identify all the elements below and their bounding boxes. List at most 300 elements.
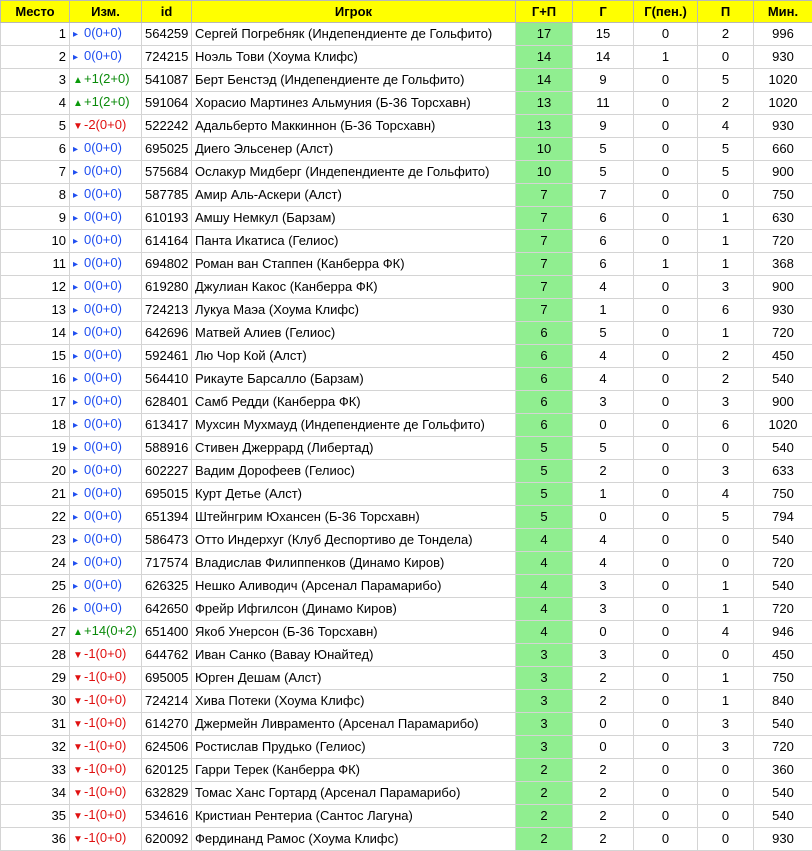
- right-arrow-icon: ▸: [73, 554, 84, 574]
- up-arrow-icon: ▲: [73, 94, 84, 114]
- id-cell: 587785: [142, 184, 192, 207]
- place-cell: 27: [1, 621, 70, 644]
- change-cell: [70, 391, 142, 414]
- goals-plus-assists-cell: 5: [516, 437, 573, 460]
- minutes-cell: 900: [754, 276, 812, 299]
- goals-plus-assists-cell: 17: [516, 23, 573, 46]
- goals-cell: 0: [573, 713, 634, 736]
- penalty-goals-cell: 0: [634, 621, 698, 644]
- change-cell: [70, 644, 142, 667]
- goals-cell: 3: [573, 598, 634, 621]
- place-cell: 32: [1, 736, 70, 759]
- down-arrow-icon: ▼: [73, 117, 84, 137]
- id-cell: 724213: [142, 299, 192, 322]
- table-row[interactable]: [1, 115, 812, 138]
- goals-cell: 14: [573, 46, 634, 69]
- header-player[interactable]: Игрок: [192, 1, 516, 23]
- table-row[interactable]: [1, 69, 812, 92]
- player-cell: Штейнгрим Юхансен (Б-36 Торсхавн): [192, 506, 516, 529]
- id-cell: 541087: [142, 69, 192, 92]
- table-row[interactable]: [1, 759, 812, 782]
- minutes-cell: 540: [754, 368, 812, 391]
- place-cell: 35: [1, 805, 70, 828]
- change-cell: [70, 782, 142, 805]
- header-goals-plus-assists[interactable]: Г+П: [516, 1, 573, 23]
- goals-plus-assists-cell: 3: [516, 667, 573, 690]
- goals-cell: 2: [573, 828, 634, 851]
- change-value: -1(0+0): [84, 715, 126, 730]
- right-arrow-icon: ▸: [73, 324, 84, 344]
- header-penalty-goals[interactable]: Г(пен.): [634, 1, 698, 23]
- penalty-goals-cell: 0: [634, 161, 698, 184]
- table-row[interactable]: [1, 299, 812, 322]
- player-cell: Лю Чор Кой (Алст): [192, 345, 516, 368]
- player-cell: Кристиан Рентериа (Сантос Лагуна): [192, 805, 516, 828]
- goals-plus-assists-cell: 2: [516, 828, 573, 851]
- penalty-goals-cell: 0: [634, 759, 698, 782]
- table-row[interactable]: [1, 23, 812, 46]
- player-cell: Юрген Дешам (Алст): [192, 667, 516, 690]
- table-row[interactable]: [1, 529, 812, 552]
- table-row[interactable]: [1, 575, 812, 598]
- change-cell: [70, 529, 142, 552]
- minutes-cell: 1020: [754, 92, 812, 115]
- table-row[interactable]: [1, 552, 812, 575]
- goals-cell: 4: [573, 552, 634, 575]
- change-value: 0(0+0): [84, 324, 122, 339]
- change-cell: [70, 713, 142, 736]
- place-cell: 23: [1, 529, 70, 552]
- id-cell: 620092: [142, 828, 192, 851]
- player-cell: Роман ван Стаппен (Канберра ФК): [192, 253, 516, 276]
- minutes-cell: 540: [754, 529, 812, 552]
- place-cell: 2: [1, 46, 70, 69]
- player-cell: Джермейн Ливраменто (Арсенал Парамарибо): [192, 713, 516, 736]
- change-cell: [70, 460, 142, 483]
- table-body: [1, 23, 812, 851]
- table-row[interactable]: [1, 161, 812, 184]
- goals-cell: 6: [573, 207, 634, 230]
- penalty-goals-cell: 0: [634, 437, 698, 460]
- change-cell: [70, 23, 142, 46]
- header-goals[interactable]: Г: [573, 1, 634, 23]
- change-cell: [70, 138, 142, 161]
- change-cell: [70, 552, 142, 575]
- player-cell: Берт Бенстэд (Индепендиенте де Гольфито): [192, 69, 516, 92]
- goals-plus-assists-cell: 13: [516, 115, 573, 138]
- minutes-cell: 1020: [754, 414, 812, 437]
- change-cell: [70, 115, 142, 138]
- assists-cell: 1: [698, 322, 754, 345]
- table-row[interactable]: [1, 598, 812, 621]
- change-cell: [70, 276, 142, 299]
- header-id[interactable]: id: [142, 1, 192, 23]
- id-cell: 642696: [142, 322, 192, 345]
- right-arrow-icon: ▸: [73, 370, 84, 390]
- change-cell: [70, 736, 142, 759]
- goals-plus-assists-cell: 3: [516, 713, 573, 736]
- goals-plus-assists-cell: 3: [516, 690, 573, 713]
- player-cell: Мухсин Мухмауд (Индепендиенте де Гольфито): [192, 414, 516, 437]
- table-row[interactable]: [1, 621, 812, 644]
- goals-cell: 2: [573, 690, 634, 713]
- table-row[interactable]: [1, 713, 812, 736]
- minutes-cell: 540: [754, 575, 812, 598]
- minutes-cell: 720: [754, 552, 812, 575]
- minutes-cell: 930: [754, 46, 812, 69]
- id-cell: 614270: [142, 713, 192, 736]
- change-value: -1(0+0): [84, 761, 126, 776]
- table-row[interactable]: [1, 230, 812, 253]
- id-cell: 644762: [142, 644, 192, 667]
- assists-cell: 4: [698, 115, 754, 138]
- table-row[interactable]: [1, 690, 812, 713]
- down-arrow-icon: ▼: [73, 646, 84, 666]
- goals-cell: 4: [573, 345, 634, 368]
- place-cell: 30: [1, 690, 70, 713]
- assists-cell: 4: [698, 483, 754, 506]
- goals-cell: 6: [573, 253, 634, 276]
- table-row[interactable]: [1, 322, 812, 345]
- player-cell: Нешко Аливодич (Арсенал Парамарибо): [192, 575, 516, 598]
- table-row[interactable]: [1, 736, 812, 759]
- change-value: -1(0+0): [84, 807, 126, 822]
- right-arrow-icon: ▸: [73, 462, 84, 482]
- place-cell: 31: [1, 713, 70, 736]
- table-row[interactable]: [1, 667, 812, 690]
- penalty-goals-cell: 0: [634, 782, 698, 805]
- change-value: 0(0+0): [84, 600, 122, 615]
- right-arrow-icon: ▸: [73, 393, 84, 413]
- header-assists[interactable]: П: [698, 1, 754, 23]
- goals-cell: 15: [573, 23, 634, 46]
- assists-cell: 3: [698, 391, 754, 414]
- place-cell: 28: [1, 644, 70, 667]
- table-row[interactable]: [1, 276, 812, 299]
- minutes-cell: 720: [754, 598, 812, 621]
- assists-cell: 1: [698, 575, 754, 598]
- table-row[interactable]: [1, 460, 812, 483]
- table-row[interactable]: [1, 253, 812, 276]
- id-cell: 695025: [142, 138, 192, 161]
- id-cell: 695005: [142, 667, 192, 690]
- minutes-cell: 750: [754, 483, 812, 506]
- minutes-cell: 450: [754, 644, 812, 667]
- goals-cell: 1: [573, 483, 634, 506]
- change-value: 0(0+0): [84, 370, 122, 385]
- assists-cell: 0: [698, 529, 754, 552]
- down-arrow-icon: ▼: [73, 692, 84, 712]
- penalty-goals-cell: 0: [634, 805, 698, 828]
- id-cell: 620125: [142, 759, 192, 782]
- penalty-goals-cell: 0: [634, 598, 698, 621]
- place-cell: 33: [1, 759, 70, 782]
- place-cell: 14: [1, 322, 70, 345]
- table-row[interactable]: [1, 805, 812, 828]
- table-row[interactable]: [1, 644, 812, 667]
- goals-cell: 2: [573, 805, 634, 828]
- goals-plus-assists-cell: 4: [516, 529, 573, 552]
- change-value: -1(0+0): [84, 738, 126, 753]
- assists-cell: 3: [698, 460, 754, 483]
- place-cell: 25: [1, 575, 70, 598]
- table-row[interactable]: [1, 828, 812, 851]
- id-cell: 613417: [142, 414, 192, 437]
- header-place[interactable]: Место: [1, 1, 70, 23]
- goals-cell: 3: [573, 391, 634, 414]
- change-cell: [70, 368, 142, 391]
- table-row[interactable]: [1, 368, 812, 391]
- goals-cell: 5: [573, 322, 634, 345]
- id-cell: 588916: [142, 437, 192, 460]
- change-value: 0(0+0): [84, 48, 122, 63]
- assists-cell: 2: [698, 23, 754, 46]
- right-arrow-icon: ▸: [73, 48, 84, 68]
- minutes-cell: 720: [754, 230, 812, 253]
- table-row[interactable]: [1, 437, 812, 460]
- goals-cell: 4: [573, 368, 634, 391]
- id-cell: 624506: [142, 736, 192, 759]
- goals-cell: 9: [573, 115, 634, 138]
- assists-cell: 5: [698, 138, 754, 161]
- id-cell: 724215: [142, 46, 192, 69]
- change-value: -1(0+0): [84, 692, 126, 707]
- change-cell: [70, 621, 142, 644]
- change-value: +1(2+0): [84, 94, 130, 109]
- change-cell: [70, 161, 142, 184]
- player-cell: Томас Ханс Гортард (Арсенал Парамарибо): [192, 782, 516, 805]
- place-cell: 7: [1, 161, 70, 184]
- id-cell: 522242: [142, 115, 192, 138]
- minutes-cell: 720: [754, 736, 812, 759]
- minutes-cell: 840: [754, 690, 812, 713]
- player-cell: Ростислав Прудько (Гелиос): [192, 736, 516, 759]
- place-cell: 11: [1, 253, 70, 276]
- right-arrow-icon: ▸: [73, 163, 84, 183]
- player-cell: Гарри Терек (Канберра ФК): [192, 759, 516, 782]
- penalty-goals-cell: 0: [634, 529, 698, 552]
- minutes-cell: 1020: [754, 69, 812, 92]
- right-arrow-icon: ▸: [73, 278, 84, 298]
- goals-plus-assists-cell: 4: [516, 621, 573, 644]
- id-cell: 602227: [142, 460, 192, 483]
- goals-cell: 2: [573, 460, 634, 483]
- change-value: 0(0+0): [84, 508, 122, 523]
- minutes-cell: 996: [754, 23, 812, 46]
- up-arrow-icon: ▲: [73, 71, 84, 91]
- player-cell: Иван Санко (Вавау Юнайтед): [192, 644, 516, 667]
- place-cell: 10: [1, 230, 70, 253]
- change-cell: [70, 345, 142, 368]
- down-arrow-icon: ▼: [73, 738, 84, 758]
- goals-plus-assists-cell: 6: [516, 322, 573, 345]
- goals-cell: 1: [573, 299, 634, 322]
- player-cell: Рикауте Барсалло (Барзам): [192, 368, 516, 391]
- change-value: 0(0+0): [84, 416, 122, 431]
- change-value: 0(0+0): [84, 186, 122, 201]
- penalty-goals-cell: 0: [634, 391, 698, 414]
- goals-cell: 3: [573, 575, 634, 598]
- change-value: -1(0+0): [84, 669, 126, 684]
- id-cell: 626325: [142, 575, 192, 598]
- change-cell: [70, 253, 142, 276]
- goals-plus-assists-cell: 2: [516, 759, 573, 782]
- place-cell: 6: [1, 138, 70, 161]
- table-row[interactable]: [1, 414, 812, 437]
- goals-plus-assists-cell: 2: [516, 805, 573, 828]
- table-row[interactable]: [1, 138, 812, 161]
- place-cell: 29: [1, 667, 70, 690]
- right-arrow-icon: ▸: [73, 600, 84, 620]
- place-cell: 17: [1, 391, 70, 414]
- goals-plus-assists-cell: 13: [516, 92, 573, 115]
- table-row[interactable]: [1, 782, 812, 805]
- penalty-goals-cell: 0: [634, 713, 698, 736]
- right-arrow-icon: ▸: [73, 140, 84, 160]
- change-value: 0(0+0): [84, 232, 122, 247]
- place-cell: 20: [1, 460, 70, 483]
- id-cell: 724214: [142, 690, 192, 713]
- minutes-cell: 633: [754, 460, 812, 483]
- change-cell: [70, 828, 142, 851]
- change-value: -1(0+0): [84, 784, 126, 799]
- down-arrow-icon: ▼: [73, 761, 84, 781]
- player-cell: Джулиан Какос (Канберра ФК): [192, 276, 516, 299]
- place-cell: 5: [1, 115, 70, 138]
- id-cell: 614164: [142, 230, 192, 253]
- goals-plus-assists-cell: 14: [516, 69, 573, 92]
- place-cell: 12: [1, 276, 70, 299]
- goals-plus-assists-cell: 5: [516, 460, 573, 483]
- right-arrow-icon: ▸: [73, 186, 84, 206]
- change-value: 0(0+0): [84, 347, 122, 362]
- place-cell: 9: [1, 207, 70, 230]
- place-cell: 26: [1, 598, 70, 621]
- penalty-goals-cell: 1: [634, 46, 698, 69]
- goals-plus-assists-cell: 4: [516, 552, 573, 575]
- change-cell: [70, 184, 142, 207]
- right-arrow-icon: ▸: [73, 508, 84, 528]
- penalty-goals-cell: 0: [634, 690, 698, 713]
- header-minutes[interactable]: Мин.: [754, 1, 812, 23]
- penalty-goals-cell: 0: [634, 575, 698, 598]
- penalty-goals-cell: 0: [634, 69, 698, 92]
- goals-cell: 9: [573, 69, 634, 92]
- goals-cell: 0: [573, 736, 634, 759]
- id-cell: 632829: [142, 782, 192, 805]
- penalty-goals-cell: 0: [634, 184, 698, 207]
- change-value: 0(0+0): [84, 255, 122, 270]
- penalty-goals-cell: 0: [634, 414, 698, 437]
- change-cell: [70, 805, 142, 828]
- right-arrow-icon: ▸: [73, 531, 84, 551]
- id-cell: 651394: [142, 506, 192, 529]
- assists-cell: 5: [698, 69, 754, 92]
- minutes-cell: 930: [754, 115, 812, 138]
- change-value: -1(0+0): [84, 646, 126, 661]
- header-change[interactable]: Изм.: [70, 1, 142, 23]
- id-cell: 619280: [142, 276, 192, 299]
- minutes-cell: 540: [754, 437, 812, 460]
- player-cell: Курт Детье (Алст): [192, 483, 516, 506]
- minutes-cell: 540: [754, 805, 812, 828]
- change-value: 0(0+0): [84, 301, 122, 316]
- table-row[interactable]: [1, 506, 812, 529]
- id-cell: 642650: [142, 598, 192, 621]
- penalty-goals-cell: 0: [634, 115, 698, 138]
- change-value: 0(0+0): [84, 554, 122, 569]
- assists-cell: 3: [698, 713, 754, 736]
- goals-plus-assists-cell: 5: [516, 483, 573, 506]
- goals-plus-assists-cell: 7: [516, 230, 573, 253]
- table-row[interactable]: [1, 46, 812, 69]
- goals-plus-assists-cell: 14: [516, 46, 573, 69]
- player-cell: Диего Эльсенер (Алст): [192, 138, 516, 161]
- change-cell: [70, 46, 142, 69]
- goals-plus-assists-cell: 5: [516, 506, 573, 529]
- goals-plus-assists-cell: 6: [516, 391, 573, 414]
- penalty-goals-cell: 0: [634, 460, 698, 483]
- player-cell: Адальберто Маккиннон (Б-36 Торсхавн): [192, 115, 516, 138]
- id-cell: 694802: [142, 253, 192, 276]
- goals-plus-assists-cell: 6: [516, 368, 573, 391]
- goals-plus-assists-cell: 3: [516, 644, 573, 667]
- assists-cell: 2: [698, 368, 754, 391]
- id-cell: 564259: [142, 23, 192, 46]
- goals-plus-assists-cell: 7: [516, 299, 573, 322]
- right-arrow-icon: ▸: [73, 255, 84, 275]
- penalty-goals-cell: 0: [634, 736, 698, 759]
- change-value: 0(0+0): [84, 209, 122, 224]
- penalty-goals-cell: 0: [634, 299, 698, 322]
- down-arrow-icon: ▼: [73, 715, 84, 735]
- minutes-cell: 946: [754, 621, 812, 644]
- change-value: 0(0+0): [84, 393, 122, 408]
- change-cell: [70, 437, 142, 460]
- assists-cell: 0: [698, 184, 754, 207]
- goals-cell: 0: [573, 506, 634, 529]
- table-row[interactable]: [1, 391, 812, 414]
- player-cell: Амир Аль-Аскери (Алст): [192, 184, 516, 207]
- minutes-cell: 750: [754, 667, 812, 690]
- player-cell: Самб Редди (Канберра ФК): [192, 391, 516, 414]
- table-row[interactable]: [1, 483, 812, 506]
- assists-cell: 0: [698, 759, 754, 782]
- change-cell: [70, 92, 142, 115]
- header-row: [1, 1, 812, 23]
- assists-cell: 1: [698, 230, 754, 253]
- table-row[interactable]: [1, 207, 812, 230]
- place-cell: 18: [1, 414, 70, 437]
- table-row[interactable]: [1, 345, 812, 368]
- place-cell: 15: [1, 345, 70, 368]
- right-arrow-icon: ▸: [73, 347, 84, 367]
- id-cell: 591064: [142, 92, 192, 115]
- penalty-goals-cell: 0: [634, 506, 698, 529]
- change-value: 0(0+0): [84, 278, 122, 293]
- goals-plus-assists-cell: 7: [516, 207, 573, 230]
- assists-cell: 0: [698, 552, 754, 575]
- goals-cell: 2: [573, 667, 634, 690]
- change-cell: [70, 322, 142, 345]
- goals-cell: 5: [573, 437, 634, 460]
- table-row[interactable]: [1, 92, 812, 115]
- change-cell: [70, 69, 142, 92]
- player-cell: Хорасио Мартинез Альмуния (Б-36 Торсхавн): [192, 92, 516, 115]
- minutes-cell: 930: [754, 828, 812, 851]
- table-row[interactable]: [1, 184, 812, 207]
- assists-cell: 3: [698, 736, 754, 759]
